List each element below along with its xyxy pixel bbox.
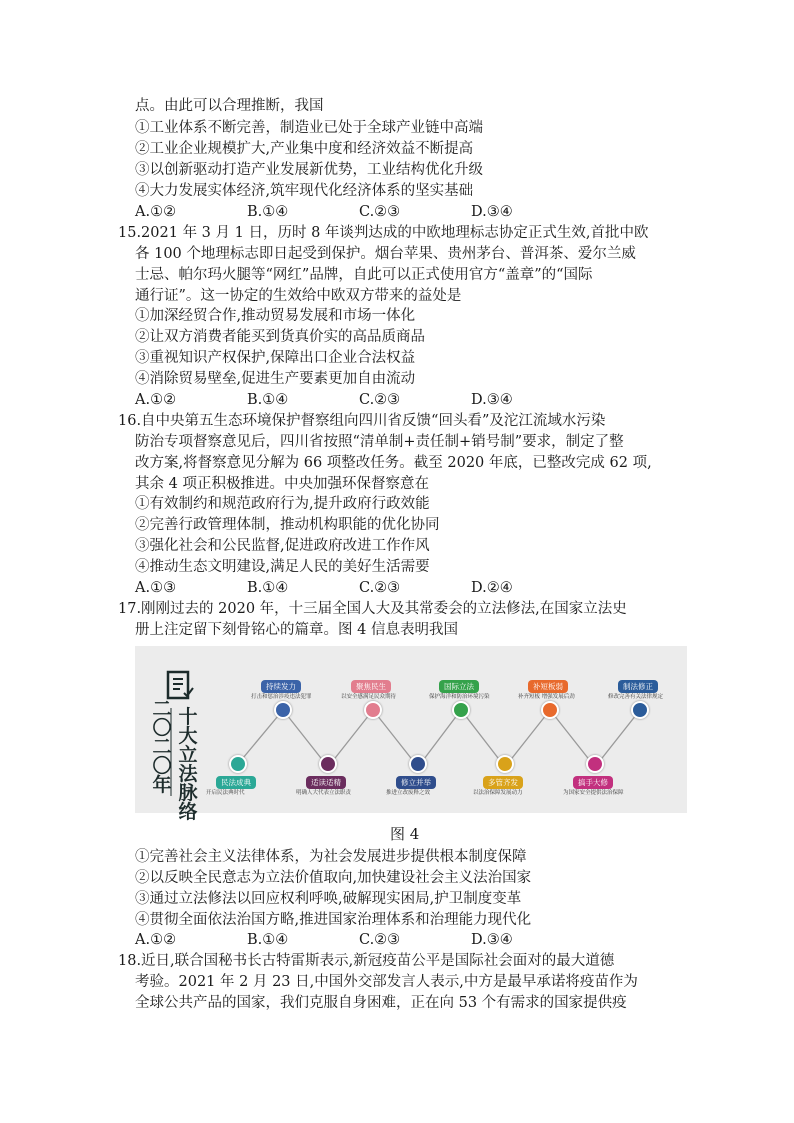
timeline-top-label-3: 国际立法 — [439, 680, 479, 693]
timeline-zigzag — [238, 710, 640, 767]
q14-answer-d: D.③④ — [471, 204, 513, 220]
q15-answer-c: C.②③ — [359, 392, 401, 408]
q17-answer-d: D.③④ — [471, 932, 513, 948]
q14-option-3: ③以创新驱动打造产业发展新优势，工业结构优化升级 — [135, 162, 483, 178]
timeline-bottom-label-1: 民法成典 — [216, 776, 256, 789]
q15-answer-a: A.①② — [135, 392, 177, 408]
q15-stem-line-1: 15.2021 年 3 月 1 日，历时 8 年谈判达成的中欧地理标志协定正式生效,首批中欧 — [118, 225, 649, 241]
timeline-bottom-sub-3: 推进立改废释之效 — [386, 790, 431, 796]
q15-option-4: ④消除贸易壁垒,促进生产要素更加自由流动 — [135, 371, 416, 387]
timeline-bottom-label-3: 修立并举 — [396, 776, 436, 789]
q15-stem-line-3: 士忌、帕尔玛火腿等“网红”品牌，自此可以正式使用官方“盖章”的“国际 — [135, 267, 593, 283]
timeline-top-label-2: 聚焦民生 — [351, 680, 391, 693]
timeline-top-dot-5 — [631, 701, 649, 719]
q14-answer-c: C.②③ — [359, 204, 401, 220]
q16-answer-d: D.②④ — [471, 580, 513, 596]
q18-stem-line-2: 考验。2021 年 2 月 23 日,中国外交部发言人表示,中方是最早承诺将疫苗作为 — [135, 974, 638, 990]
q14-option-2: ②工业企业规模扩大,产业集中度和经济效益不断提高 — [135, 141, 474, 157]
q17-option-4: ④贯彻全面依法治国方略,推进国家治理体系和治理能力现代化 — [135, 912, 532, 928]
timeline-bottom-dot-1 — [229, 755, 247, 773]
timeline-bottom-label-4: 多管齐发 — [483, 776, 523, 789]
q14-answer-a: A.①② — [135, 204, 177, 220]
q16-answer-c: C.②③ — [359, 580, 401, 596]
q16-option-3: ③强化社会和公民监督,促进政府改进工作作风 — [135, 538, 430, 554]
q18-stem-line-1: 18.近日,联合国秘书长古特雷斯表示,新冠疫苗公平是国际社会面对的最大道德 — [118, 953, 615, 969]
q15-option-2: ②让双方消费者能买到货真价实的高品质商品 — [135, 329, 425, 345]
q17-answer-a: A.①② — [135, 932, 177, 948]
q16-stem-line-1: 16.自中央第五生态环境保护督察组向四川省反馈“回头看”及沱江流域水污染 — [118, 413, 606, 429]
timeline-top-label-4: 补短板弱 — [528, 680, 568, 693]
q17-stem-line-2: 册上注定留下刻骨铭心的篇章。图 4 信息表明我国 — [135, 622, 458, 638]
q14-stem: 点。由此可以合理推断，我国 — [135, 98, 324, 114]
q16-stem-line-3: 改方案,将督察意见分解为 66 项整改任务。截至 2020 年底，已整改完成 62 项, — [135, 455, 652, 471]
q14-option-4: ④大力发展实体经济,筑牢现代化经济体系的坚实基础 — [135, 183, 474, 199]
timeline-top-sub-1: 打击和惩治涉疫违法犯罪 — [251, 694, 312, 700]
q14-answer-b: B.①④ — [247, 204, 289, 220]
q16-answer-a: A.①③ — [135, 580, 177, 596]
figure-4-legislation-timeline — [135, 646, 687, 813]
timeline-top-sub-4: 补齐短板 增强发展后劲 — [518, 694, 575, 700]
q15-option-3: ③重视知识产权保护,保障出口企业合法权益 — [135, 350, 416, 366]
timeline-top-dot-2 — [364, 701, 382, 719]
timeline-top-dot-4 — [541, 701, 559, 719]
timeline-bottom-sub-1: 开启民法典时代 — [206, 790, 245, 796]
timeline-bottom-label-2: 适读适精 — [306, 776, 346, 789]
q15-option-1: ①加深经贸合作,推动贸易发展和市场一体化 — [135, 308, 416, 324]
timeline-bottom-dot-2 — [319, 755, 337, 773]
q14-option-1: ①工业体系不断完善，制造业已处于全球产业链中高端 — [135, 120, 483, 136]
q17-option-1: ①完善社会主义法律体系，为社会发展进步提供根本制度保障 — [135, 849, 527, 865]
timeline-bottom-dot-5 — [586, 755, 604, 773]
q17-option-2: ②以反映全民意志为立法价值取向,加快建设社会主义法治国家 — [135, 870, 532, 886]
q15-stem-line-4: 通行证”。这一协定的生效给中欧双方带来的益处是 — [135, 288, 462, 304]
timeline-bottom-sub-5: 为国家安全提供法治保障 — [563, 790, 624, 796]
timeline-bottom-dot-3 — [409, 755, 427, 773]
timeline-top-sub-2: 以安全感满足民众期待 — [341, 694, 397, 700]
q16-option-2: ②完善行政管理体制，推动机构职能的优化协同 — [135, 517, 440, 533]
figure-title-vertical: 十大立法脉络 — [178, 706, 198, 823]
q17-answer-c: C.②③ — [359, 932, 401, 948]
timeline-top-label-1: 持续发力 — [261, 680, 301, 693]
timeline-bottom-dot-4 — [496, 755, 514, 773]
q18-stem-line-3: 全球公共产品的国家，我们克服自身困难，正在向 53 个有需求的国家提供疫 — [135, 995, 627, 1011]
book-icon — [168, 672, 193, 698]
q16-option-1: ①有效制约和规范政府行为,提升政府行政效能 — [135, 496, 430, 512]
timeline-top-sub-5: 修改完善有关法律规定 — [608, 694, 664, 700]
q17-option-3: ③通过立法修法以回应权利呼唤,破解现实困局,护卫制度变革 — [135, 891, 522, 907]
timeline-top-dot-3 — [452, 701, 470, 719]
timeline-top-label-5: 制法修正 — [618, 680, 658, 693]
q15-answer-b: B.①④ — [247, 392, 289, 408]
q15-stem-line-2: 各 100 个地理标志即日起受到保护。烟台苹果、贵州茅台、普洱茶、爱尔兰威 — [135, 246, 636, 262]
q16-answer-b: B.①④ — [247, 580, 289, 596]
timeline-bottom-sub-2: 明确人大代表立法职责 — [296, 790, 352, 796]
q15-answer-d: D.③④ — [471, 392, 513, 408]
q17-answer-b: B.①④ — [247, 932, 289, 948]
timeline-bottom-sub-4: 以法治保障发展动力 — [473, 790, 523, 796]
q16-option-4: ④推动生态文明建设,满足人民的美好生活需要 — [135, 559, 430, 575]
timeline-top-dot-1 — [274, 701, 292, 719]
q16-stem-line-2: 防治专项督察意见后，四川省按照“清单制+责任制+销号制”要求，制定了整 — [135, 434, 624, 450]
q17-stem-line-1: 17.刚刚过去的 2020 年，十三届全国人大及其常委会的立法修法,在国家立法史 — [118, 601, 627, 617]
timeline-top-sub-3: 保护海洋和防治环境污染 — [429, 694, 490, 700]
timeline-bottom-label-5: 搞手大修 — [573, 776, 613, 789]
figure-caption: 图 4 — [390, 825, 420, 843]
figure-year-vertical: 二〇二〇年 — [152, 698, 172, 796]
q16-stem-line-4: 其余 4 项正积极推进。中央加强环保督察意在 — [135, 476, 429, 492]
